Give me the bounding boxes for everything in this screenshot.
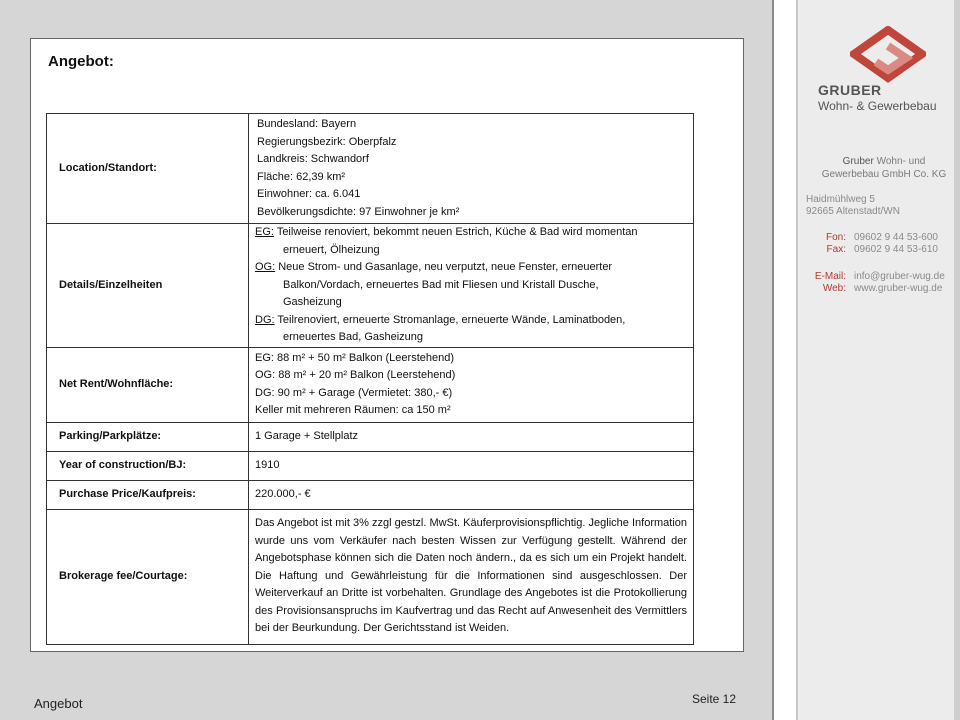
floor-detail-eg	[255, 224, 687, 259]
row-value: 1910	[249, 451, 694, 480]
page-number: Seite 12	[692, 692, 737, 706]
table-row	[47, 114, 694, 224]
address	[806, 194, 900, 218]
area-line: Keller mit mehreren Räumen: ca 150 m²	[255, 404, 451, 416]
brokerage-text: Das Angebot ist mit 3% zzgl gestzl. MwSt. Käuferprovisionspflichtig. Jegliche Information wurde uns vom Verkäufer nach besten Wissen zur Verfügung gestellt. Während der Angebotsphase können sich die Daten noch ändern., da es sich um ein Projekt handelt. Die Haftung und Gewährleistung für die Informationen sind ausgeschlossen. Der Weiterverkauf an Dritte ist vorbehalten. Grundlage des Angebotes ist die Protokollierung des Provisionsanspruchs im Kaufvertrag und das Recht auf Anwesenheit des Vermittlers bei der Beurkundung. Der Gerichtsstand ist Weiden.	[255, 517, 687, 635]
contact-email[interactable]	[806, 271, 945, 283]
floor-label: OG:	[255, 261, 276, 273]
row-key: Brokerage fee/Courtage:	[47, 509, 249, 644]
table-row	[47, 451, 694, 480]
row-key: Parking/Parkplätze:	[47, 422, 249, 451]
row-key: Purchase Price/Kaufpreis:	[47, 480, 249, 509]
company-rest: Wohn- und	[873, 156, 926, 167]
row-value	[249, 114, 694, 224]
web-link[interactable]: www.gruber-wug.de	[854, 283, 943, 294]
table-row	[47, 422, 694, 451]
contact-fax	[806, 244, 938, 256]
contact-label: Fon:	[825, 232, 846, 243]
company-line	[806, 155, 960, 168]
location-line: Einwohner: ca. 6.041	[257, 188, 361, 200]
email-link[interactable]: info@gruber-wug.de	[854, 271, 945, 282]
row-key: Location/Standort:	[47, 114, 249, 224]
row-key: Details/Einzelheiten	[47, 224, 249, 348]
company-name	[806, 155, 960, 181]
contact-value: 09602 9 44 53-610	[854, 244, 938, 255]
logo-shape	[854, 30, 922, 78]
location-line: Fläche: 62,39 km²	[257, 170, 346, 183]
floor-label: EG:	[255, 226, 274, 238]
area-line: OG: 88 m² + 20 m² Balkon (Leerstehend)	[255, 369, 456, 381]
floor-line: Teilweise renoviert, bekommt neuen Estrich, Küche & Bad wird momentan	[276, 226, 638, 238]
location-line: Bevölkerungsdichte: 97 Einwohner je km²	[257, 205, 460, 218]
company-line: Gewerbebau GmbH Co. KG	[821, 169, 947, 180]
contact-label: Fax:	[826, 244, 846, 255]
table-row	[47, 480, 694, 509]
company-bold: Gruber	[842, 156, 874, 167]
floor-label: DG:	[255, 313, 275, 326]
gruber-logo-icon	[850, 26, 926, 86]
row-key: Net Rent/Wohnfläche:	[47, 347, 249, 422]
brand-name: GRUBER	[818, 82, 882, 98]
address-line: Haidmühlweg 5	[806, 194, 875, 205]
address-line: 92665 Altenstadt/WN	[806, 206, 900, 217]
floor-detail-og	[255, 259, 687, 312]
table-row	[47, 509, 694, 644]
location-line: Bundesland: Bayern	[257, 118, 357, 130]
location-line: Landkreis: Schwandorf	[257, 153, 369, 165]
floor-line: Gasheizung	[283, 296, 342, 308]
row-value	[249, 224, 694, 348]
contact-label: Web:	[822, 283, 846, 294]
row-value: 220.000,- €	[249, 480, 694, 509]
footer-title: Angebot	[34, 696, 83, 711]
floor-line: erneuertes Bad, Gasheizung	[283, 331, 424, 343]
area-line: EG: 88 m² + 50 m² Balkon (Leerstehend)	[255, 351, 455, 364]
table-row	[47, 347, 694, 422]
row-value: 1 Garage + Stellplatz	[249, 422, 694, 451]
page-title: Angebot:	[48, 53, 114, 70]
row-value	[249, 509, 694, 644]
area-line: DG: 90 m² + Garage (Vermietet: 380,- €)	[255, 386, 453, 399]
row-key: Year of construction/BJ:	[47, 451, 249, 480]
floor-line: Neue Strom- und Gasanlage, neu verputzt, neue Fenster, erneuerter	[278, 261, 613, 273]
brand-tagline: Wohn- & Gewerbebau	[818, 99, 937, 113]
floor-detail-dg	[255, 312, 687, 347]
contact-value: 09602 9 44 53-600	[854, 232, 938, 243]
row-value	[249, 347, 694, 422]
contact-label: E-Mail:	[814, 271, 846, 282]
floor-line: Teilrenoviert, erneuerte Stromanlage, erneuerte Wände, Laminatboden,	[277, 313, 626, 326]
sidebar-edge	[954, 0, 960, 720]
contact-fon	[806, 232, 938, 244]
location-line: Regierungsbezirk: Oberpfalz	[257, 135, 397, 148]
offer-card	[30, 38, 744, 652]
floor-line: Balkon/Vordach, erneuertes Bad mit Fliesen und Kristall Dusche,	[283, 278, 599, 291]
table-row	[47, 224, 694, 348]
contact-web[interactable]	[806, 283, 942, 295]
floor-line: erneuert, Ölheizung	[283, 243, 380, 256]
company-sidebar	[796, 0, 960, 720]
offer-table	[46, 113, 694, 645]
